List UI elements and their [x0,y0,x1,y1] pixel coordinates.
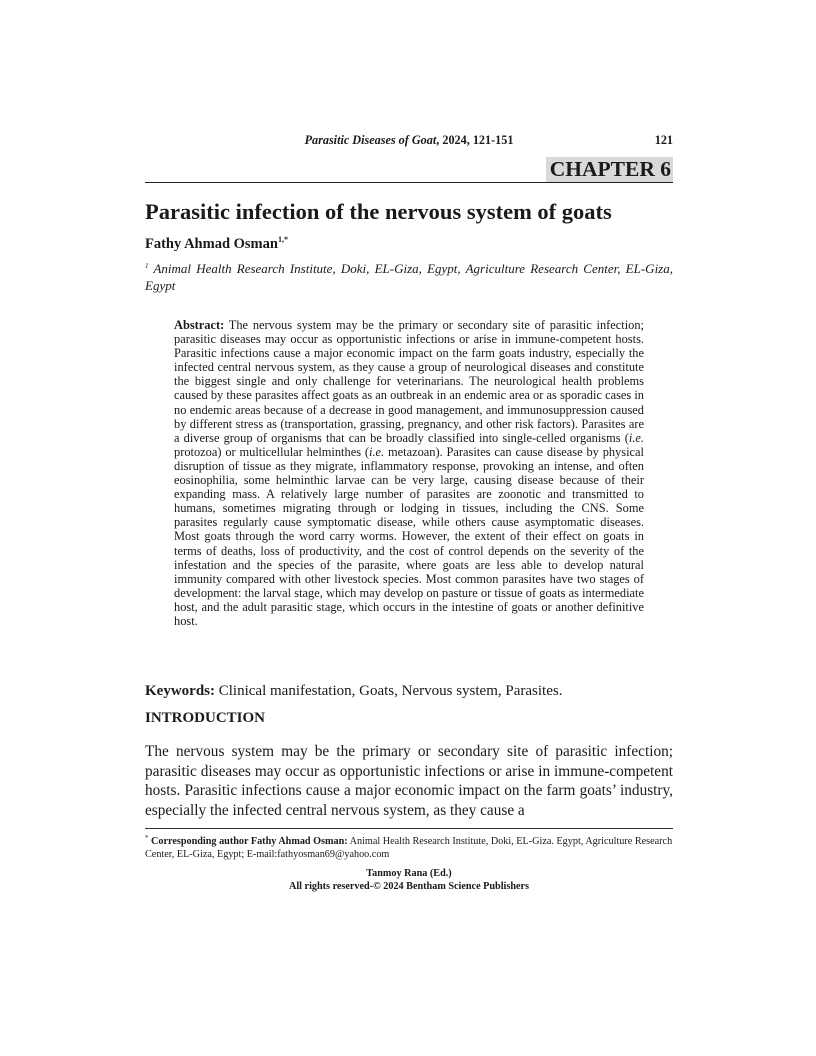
editor-name: Tanmoy Rana (Ed.) [366,868,452,879]
abstract-text-3: metazoan). Parasites can cause disease by physical disruption of tissue as they migrate, inflammatory response, provoking an intense, and often eosinophilia, some helminthic larvae can be very large, causing disease because of their expanding mass. A relatively large number of parasites are zoonotic and transmitted to humans, sometimes migrating through or lodging in tissues, including the CNS. Some parasites regularly cause symptomatic disease, while others cause asymptomatic diseases. Most goats through the word carry worms. However, the extent of their effect on goats in terms of deaths, loss of productivity, and the cost of control depends on the severity of the infestation and the species of the parasite, where goats are less able to develop natural immunity compared with other livestock species. Most common parasites have two stages of development: the larval stage, which may develop on pasture or tissue of goats as intermediate host, and the adult parasitic stage, which occurs in the intestine of goats or another definitive host. [174,444,644,628]
editor-block [145,867,673,893]
abstract-text-1: The nervous system may be the primary or secondary site of parasitic infection; parasitic diseases may occur as opportunistic infections or arise in immune-competent hosts. Parasitic infections cause a major economic impact on the farm goats industry, especially the infected central nervous system, as they cause a group of neurological diseases and constitute the biggest single and only challenge for veterinarians. The neurological health problems caused by these parasites affect goats as an outbreak in an endemic area or as sporadic cases in no endemic areas because of a decrease in good management, and immunosuppression caused by different stress as (transportation, grassing, pregnancy, and other risk factors). Parasites are a diverse group of organisms that can be broadly classified into single-celled organisms ( [174,318,645,445]
chapter-title: Parasitic infection of the nervous system of goats [145,199,612,224]
footnote [145,832,673,861]
keywords-text: Clinical manifestation, Goats, Nervous system, Parasites. [215,683,563,699]
abstract-ie-1: i.e. [628,430,644,445]
journal-title: Parasitic Diseases of Goat [304,133,437,147]
affiliation [145,258,673,294]
chapter-divider [145,182,673,183]
abstract-label: Abstract: [174,318,225,332]
introduction-heading: INTRODUCTION [145,710,266,726]
introduction-text: The nervous system may be the primary or secondary site of parasitic infection; parasitic diseases may occur as opportunistic infections or arise in immune-competent hosts. Parasitic infections cause a major economic impact on the farm goats’ industry, especially the infected central nervous system, as they cause a [145,743,673,819]
keywords [145,683,673,700]
footnote-divider [145,828,673,829]
abstract-text-2: protozoa) or multicellular helminthes ( [174,444,369,459]
author-marks: 1,* [277,235,288,244]
keywords-label: Keywords: [145,683,215,699]
affiliation-text: Animal Health Research Institute, Doki, EL-Giza, Egypt, Agriculture Research Center, EL-Giza, Egypt [145,261,673,293]
page-number: 121 [654,133,673,147]
chapter-label: CHAPTER 6 [546,157,673,183]
author-name: Fathy Ahmad Osman [145,236,278,252]
abstract [174,318,644,628]
author [145,235,288,253]
running-header [145,133,673,149]
abstract-ie-2: i.e. [369,444,385,459]
year-pages: , 2024, 121-151 [436,133,514,147]
running-header-citation [145,133,673,148]
footnote-label: Corresponding author Fathy Ahmad Osman: [151,836,348,847]
footnote-text: Animal Health Research Institute, Doki, EL-Giza. Egypt, Agriculture Research Center, EL-Giza, Egypt; E-mail:fathyosman69@yahoo.com [145,836,673,860]
affiliation-mark: 1 [145,262,149,270]
footnote-mark: * [145,834,149,842]
copyright-line: All rights reserved-© 2024 Bentham Science Publishers [288,881,530,892]
